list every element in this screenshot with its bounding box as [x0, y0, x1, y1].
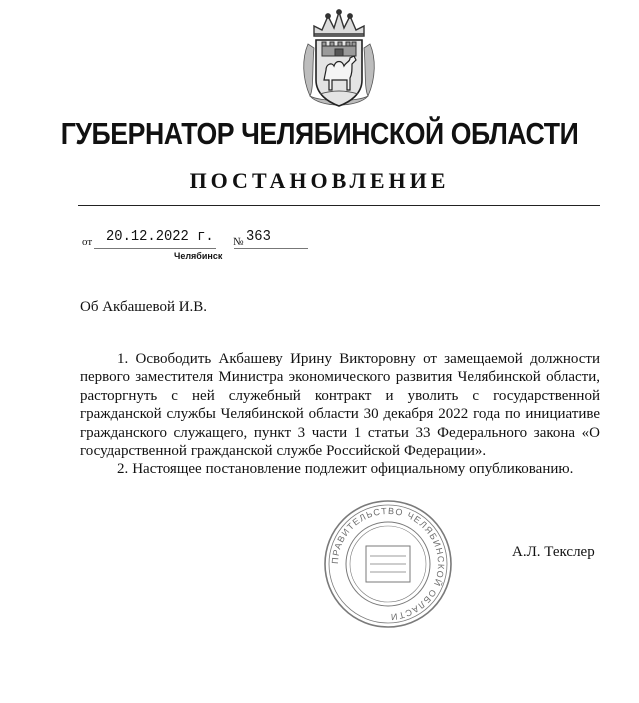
document-subject: Об Акбашевой И.В. — [80, 299, 208, 315]
document-number: 363 — [246, 228, 271, 245]
official-seal-icon — [322, 498, 454, 630]
number-underline — [234, 248, 308, 249]
seal-text: ПРАВИТЕЛЬСТВО ЧЕЛЯБИНСКОЙ ОБЛАСТИ — [329, 505, 447, 623]
paragraph-2: 2. Настоящее постановление подлежит официальному опубликованию. — [117, 461, 574, 478]
signatory: А.Л. Текслер — [512, 544, 595, 560]
date-prefix: от — [82, 236, 93, 248]
issue-city: Челябинск — [174, 251, 223, 261]
issuer-title: ГУБЕРНАТОР ЧЕЛЯБИНСКОЙ ОБЛАСТИ — [60, 116, 579, 151]
date-underline — [94, 248, 216, 249]
coat-of-arms-icon — [300, 8, 378, 112]
document-body — [80, 350, 600, 479]
header-divider — [78, 205, 600, 206]
number-prefix: № — [233, 236, 244, 248]
document-date: 20.12.2022 г. — [106, 228, 214, 245]
document-type: ПОСТАНОВЛЕНИЕ — [189, 168, 450, 193]
paragraph-1: 1. Освободить Акбашеву Ирину Викторовну от замещаемой должности первого заместителя Министра экономического развития Челябинской области, расторгнуть с ней служебный контракт и уволить с государственной гражданской службы Челябинской области 30 декабря 2022 года по инициативе гражданского служащего, пункт 3 части 1 статьи 33 Федерального закона «О государственной гражданской службе Российской Федерации». — [80, 351, 600, 460]
